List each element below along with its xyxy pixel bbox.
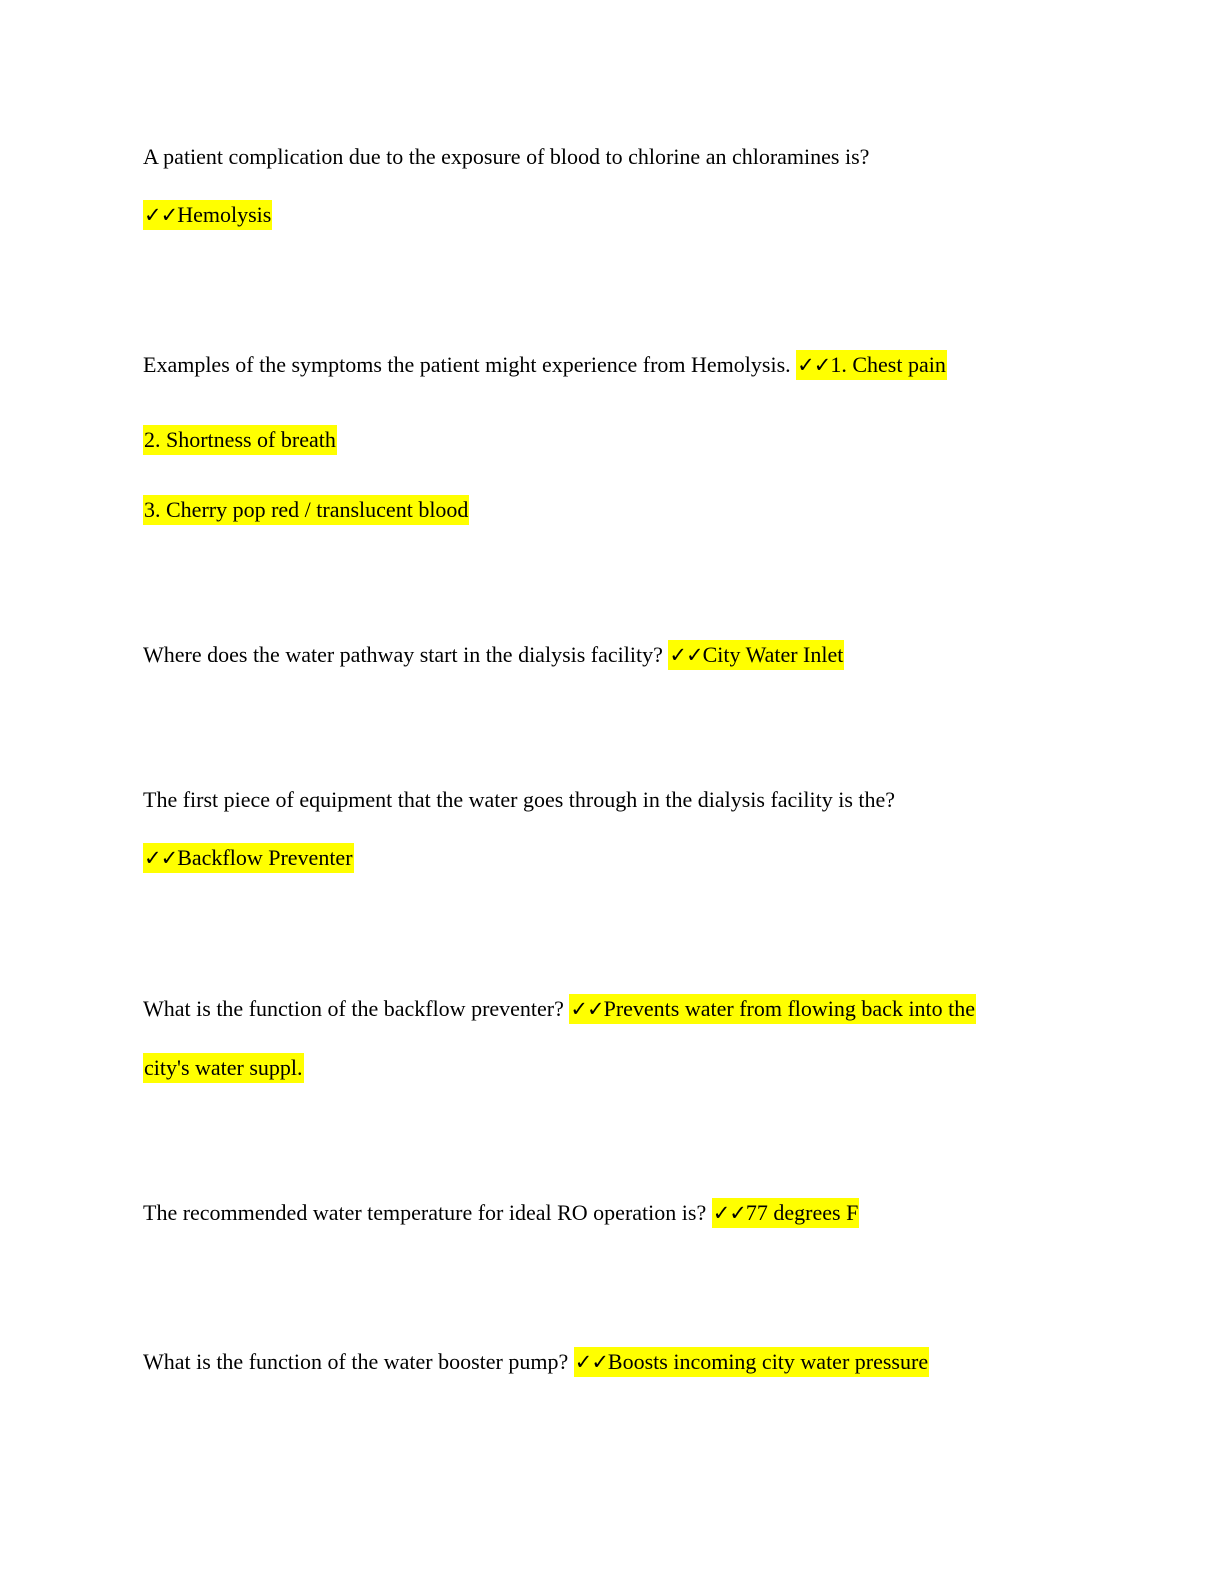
answer-line (143, 1051, 304, 1085)
question-answer-line (143, 1196, 859, 1230)
answer-text: 3. Cherry pop red / translucent blood (143, 495, 469, 525)
answer-line (143, 493, 469, 527)
question-answer-line (143, 992, 976, 1026)
question-text: What is the function of the water booster pump? (143, 1349, 569, 1374)
question-text: A patient complication due to the exposure of blood to chlorine an chloramines is? (143, 144, 870, 169)
double-check-icon: ✓✓ (144, 846, 178, 870)
double-check-icon: ✓✓ (712, 1201, 746, 1225)
double-check-icon: ✓✓ (144, 203, 178, 227)
question-text: Examples of the symptoms the patient might experience from Hemolysis. (143, 352, 791, 377)
answer-text: Boosts incoming city water pressure (607, 1349, 929, 1374)
double-check-icon: ✓✓ (669, 643, 703, 667)
question-answer-line (143, 638, 844, 672)
answer-text: Backflow Preventer (177, 845, 353, 870)
answer-text: 77 degrees F (745, 1200, 859, 1225)
answer-line (143, 423, 337, 457)
answer-line (143, 841, 354, 875)
double-check-icon: ✓✓ (797, 353, 831, 377)
question-text: What is the function of the backflow preventer? (143, 996, 564, 1021)
question-answer-line (143, 348, 947, 382)
question-text: The first piece of equipment that the water goes through in the dialysis facility is the? (143, 787, 896, 812)
answer-line (143, 198, 272, 232)
double-check-icon: ✓✓ (574, 1350, 608, 1374)
question-text: Where does the water pathway start in the dialysis facility? (143, 642, 663, 667)
double-check-icon: ✓✓ (570, 997, 604, 1021)
question-answer-line (143, 1345, 929, 1379)
answer-text: 1. Chest pain (830, 352, 946, 377)
answer-text: Hemolysis (177, 202, 272, 227)
answer-text: 2. Shortness of breath (143, 425, 337, 455)
answer-text: city's water suppl. (143, 1053, 304, 1083)
question-text: The recommended water temperature for ideal RO operation is? (143, 1200, 707, 1225)
answer-text: Prevents water from flowing back into the (603, 996, 976, 1021)
answer-text: City Water Inlet (702, 642, 844, 667)
